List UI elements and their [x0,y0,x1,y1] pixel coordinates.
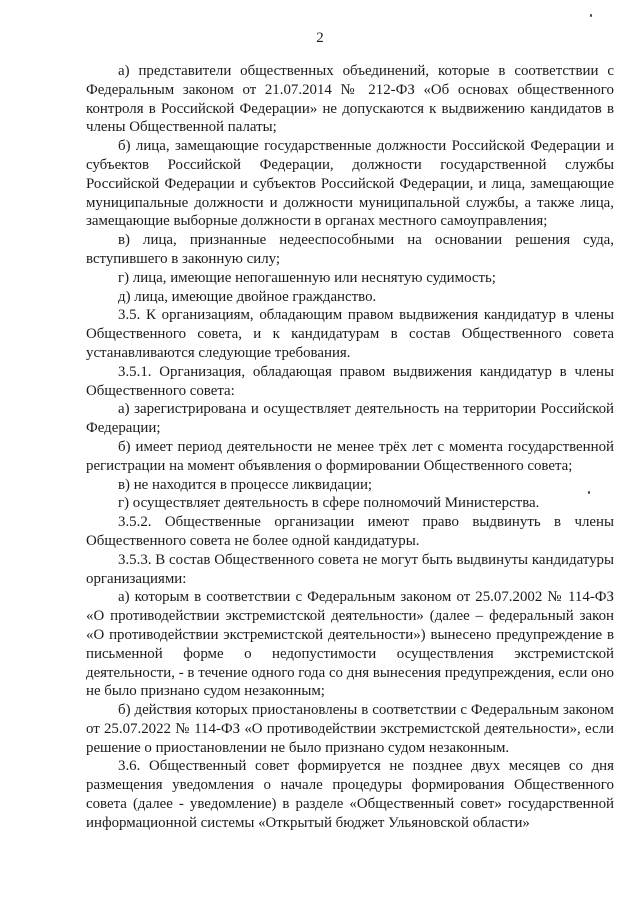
paragraph: г) осуществляет деятельность в сфере полномочий Министерства. [118,495,540,512]
scan-speck [590,14,592,17]
paragraph: б) действия которых приостановлены в соответствии с Федеральным законом от 25.07.2022 № 114-ФЗ «О противодействии экстремистской деятельности», если решение о приостановлении не было признано судом незаконным. [86,702,614,756]
paragraph: д) лица, имеющие двойное гражданство. [118,288,377,305]
paragraph: а) которым в соответствии с Федеральным законом от 25.07.2002 № 114-ФЗ «О противодействии экстремистской деятельности» (далее – федеральный закон «О противодействии экстремистской деятельности») вынесено предупреждение в письменной форме о недопустимости осуществления экстремистской деятельности, - в течение одного года со дня вынесения предупреждения, если оно не было признано судом незаконным; [86,589,614,700]
page-number: 2 [316,30,324,46]
paragraph: г) лица, имеющие непогашенную или неснятую судимость; [118,269,496,286]
paragraph: а) зарегистрирована и осуществляет деятельность на территории Российской Федерации; [86,401,614,437]
paragraph: а) представители общественных объединений, которые в соответствии с Федеральным законом от 21.07.2014 № 212-ФЗ «Об основах общественного контроля в Российской Федерации» не допускаются к выдвижению кандидатов в члены Общественной палаты; [86,63,614,136]
paragraph: 3.5.3. В состав Общественного совета не могут быть выдвинуты кандидатуры организациями: [86,551,614,587]
paragraph: 3.5.2. Общественные организации имеют право выдвинуть в члены Общественного совета не более одной кандидатуры. [86,514,614,549]
paragraph: б) имеет период деятельности не менее трёх лет с момента государственной регистрации на момент объявления о формировании Общественного совета; [86,438,614,474]
paragraph: в) лица, признанные недееспособными на основании решения суда, вступившего в законную силу; [86,232,614,267]
paragraph: 3.6. Общественный совет формируется не позднее двух месяцев со дня размещения уведомления о начале процедуры формирования Общественного совета (далее - уведомление) в разделе «Общественный совет» государственной информационной системы «Открытый бюджет Ульяновской области» [86,758,614,831]
document-body [86,62,614,833]
paragraph: б) лица, замещающие государственные должности Российской Федерации и субъектов Российской Федерации, должности государственной службы Российской Федерации и субъектов Российской Федерации, и лица, замещающие муниципальные должности и должности муниципальной службы, а также лица, замещающие выборные должности в органах местного самоуправления; [86,138,614,230]
paragraph: 3.5. К организациям, обладающим правом выдвижения кандидатур в члены Общественного совета, и к кандидатурам в состав Общественного совета устанавливаются следующие требования. [86,307,614,361]
paragraph: в) не находится в процессе ликвидации; [118,476,373,493]
paragraph: 3.5.1. Организация, обладающая правом выдвижения кандидатур в члены Общественного совета: [86,363,614,399]
